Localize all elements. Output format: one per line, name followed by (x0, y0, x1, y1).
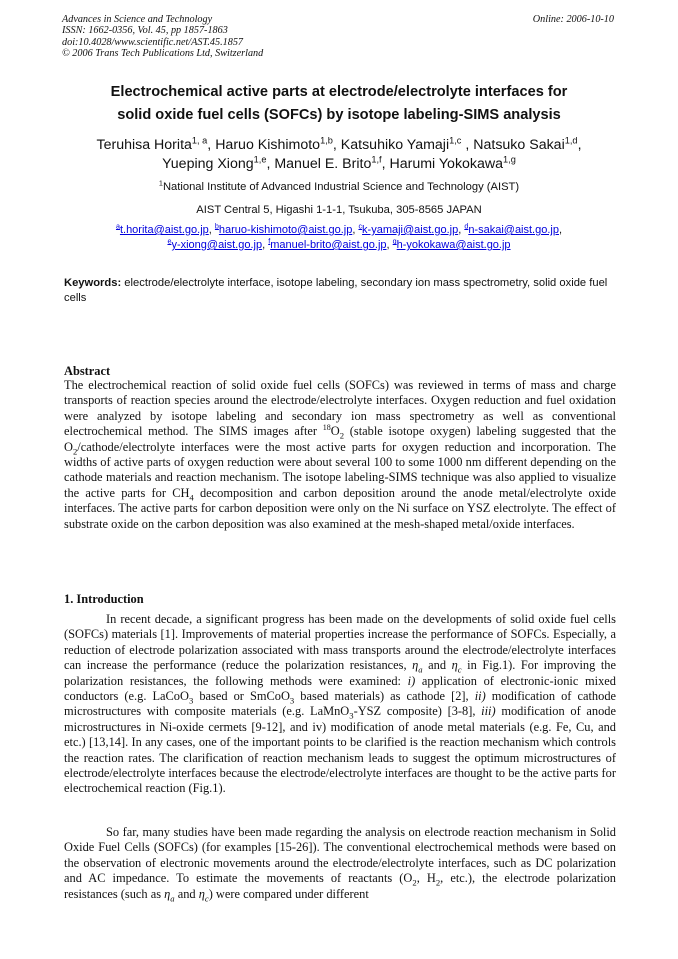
author-line-1 (40, 136, 638, 155)
paragraph-text: modification of cathode microstructures with composite materials (e.g. LaMnO (64, 689, 617, 719)
affiliation-institution: National Institute of Advanced Industrial Science and Technology (AIST) (162, 181, 520, 193)
abstract-text: decomposition and carbon deposition around the anode metal/electrolyte oxide interfaces. The active parts for carbon deposition were only on the Ni surface on YSZ electrolyte. The effect of substrate oxide on the carbon deposition was also examined at the mesh-shaped metal/oxide interfaces. (64, 485, 616, 531)
paragraph-text: application of electronic-ionic mixed conductors (e.g. LaCoO (64, 673, 616, 704)
email-list (40, 223, 638, 253)
author-name: Haruo Kishimoto (215, 137, 321, 153)
paragraph-text: based materials) as cathode [2], (294, 689, 475, 704)
author-affiliation-mark: 1,c (449, 135, 462, 146)
email-mark: f (268, 237, 271, 246)
title-line-1: Electrochemical active parts at electrode/electrolyte interfaces for (110, 84, 568, 100)
journal-header (62, 14, 263, 60)
email-mark: c (358, 222, 363, 231)
keywords-text: electrode/electrolyte interface, isotope labeling, secondary ion mass spectrometry, solid oxide fuel cells (64, 277, 608, 304)
email-line-2 (40, 238, 638, 253)
paragraph-text: based or SmCoO (193, 689, 290, 704)
online-date: Online: 2006-10-10 (532, 14, 614, 25)
subscript: a (418, 664, 423, 675)
email-line-1 (40, 223, 638, 238)
author-separator: , (207, 137, 216, 153)
paragraph-text: and (422, 658, 452, 673)
author-name: Manuel E. Brito (274, 156, 372, 172)
abstract-text: The electrochemical reaction of solid oxide fuel cells (SOFCs) was reviewed in terms of mass and charge transports of reaction species around the electrode/electrolyte interfaces. Oxygen reduction and fuel oxidation were analyzed by isotope labeling and secondary ion mass spectrometry as well as conventional electrochemical method. The SIMS images after (64, 378, 616, 439)
author-line-2 (40, 155, 638, 174)
author-name: Teruhisa Horita (96, 137, 192, 153)
list-marker: ii) (474, 689, 486, 704)
email-link[interactable]: n-sakai@aist.go.jp (468, 224, 559, 236)
author-affiliation-mark: 1,f (371, 154, 382, 165)
subscript: 2 (412, 877, 417, 888)
author-separator: , (266, 156, 275, 172)
email-separator: , (352, 224, 359, 236)
email-separator: , (386, 239, 393, 251)
email-mark: e (167, 237, 172, 246)
affiliation-mark: 1 (158, 178, 163, 188)
email-separator: , (262, 239, 269, 251)
author-affiliation-mark: 1,e (253, 154, 267, 165)
author-separator: , (332, 137, 341, 153)
email-separator: , (208, 224, 215, 236)
affiliation-line-2: AIST Central 5, Higashi 1-1-1, Tsukuba, 305-8565 JAPAN (196, 204, 482, 216)
paragraph-text: and (174, 886, 199, 901)
email-mark: d (464, 222, 469, 231)
author-affiliation-mark: 1,b (320, 135, 333, 146)
paragraph-text: , H (416, 871, 436, 886)
subscript: 2 (339, 430, 345, 441)
subscript: c (204, 893, 209, 904)
email-link[interactable]: t.horita@aist.go.jp (119, 224, 209, 236)
eta-symbol: η (164, 886, 171, 901)
abstract-heading: Abstract (64, 364, 111, 378)
paragraph-text: -YSZ composite) [3-8], (353, 704, 482, 719)
journal-name: Advances in Science and Technology (62, 14, 213, 25)
author-list (40, 136, 638, 174)
subscript: 2 (72, 446, 78, 457)
copyright-line: © 2006 Trans Tech Publications Ltd, Switzerland (62, 48, 264, 60)
author-affiliation-mark: 1, a (191, 135, 208, 146)
subscript: 3 (349, 710, 354, 721)
title-line-2: solid oxide fuel cells (SOFCs) by isotope labeling-SIMS analysis (117, 107, 561, 123)
paragraph-text: ) were compared under different (208, 886, 369, 901)
abstract-text: (stable isotope oxygen) labeling suggested that the O (64, 424, 616, 454)
list-marker: iii) (481, 704, 496, 719)
subscript: 2 (435, 877, 441, 888)
paragraph-text: So far, many studies have been made regarding the analysis on electrode reaction mechanism in Solid Oxide Fuel Cells (SOFCs) (for examples [15-26]). The conventional electrochemical methods were based on the observation of electronic movements around the electrode/electrolyte interfaces, such as DC polarization and AC impedance. To estimate the movements of reactants (O (64, 825, 616, 886)
email-link[interactable]: y-xiong@aist.go.jp (171, 239, 263, 251)
subscript: 3 (289, 695, 295, 706)
email-link[interactable]: manuel-brito@aist.go.jp (270, 239, 387, 251)
keywords-label: Keywords: (64, 277, 122, 289)
doi-line: doi:10.4028/www.scientific.net/AST.45.1857 (62, 36, 244, 48)
abstract-text: /cathode/electrolyte interfaces were the most active parts for oxygen reduction and incorporation. The widths of active parts of oxygen reduction were about several 100 to some 1000 nm different depending on the cathode materials and reaction mechanism. The isotope labeling-SIMS technique was also applied to visualize the active parts for CH (64, 439, 616, 500)
subscript: 4 (189, 492, 194, 503)
email-link[interactable]: k-yamaji@aist.go.jp (362, 224, 459, 236)
eta-symbol: η (451, 658, 458, 673)
eta-symbol: η (198, 886, 205, 901)
email-mark: b (214, 222, 219, 231)
issn-line: ISSN: 1662-0356, Vol. 45, pp 1857-1863 (62, 25, 228, 37)
intro-paragraph-2 (64, 825, 616, 902)
subscript: c (457, 664, 462, 675)
email-link[interactable]: haruo-kishimoto@aist.go.jp (218, 224, 353, 236)
paragraph-text: , etc.), the electrode polarization resistances (such as (64, 871, 616, 901)
paragraph-text: in Fig.1). For improving the polarization resistances, the following methods were examined: (64, 658, 616, 688)
email-link[interactable]: h-yokokawa@aist.go.jp (396, 239, 511, 251)
intro-paragraph-1 (64, 612, 616, 797)
author-affiliation-mark: 1,d (564, 135, 578, 146)
list-marker: i) (407, 673, 416, 688)
isotope-superscript: 18 (322, 423, 331, 433)
paragraph-text: In recent decade, a significant progress has been made on the developments of solid oxide fuel cells (SOFCs) materials [1]. Improvements of material properties increase the performance of SOFCs. Especially, a reduction of electrode polarization associated with mass transports around the electrode/electrolyte interfaces can increase the performance (reduce the polarization resistances, (64, 612, 616, 673)
email-separator: , (458, 224, 465, 236)
author-separator: , (381, 156, 390, 172)
section-heading-introduction: 1. Introduction (64, 592, 144, 606)
author-name: Yueping Xiong (162, 156, 254, 172)
author-separator: , (577, 137, 582, 153)
email-mark: g (392, 237, 397, 246)
affiliation-line-1 (40, 180, 638, 194)
author-affiliation-mark: 1,g (503, 154, 516, 165)
subscript: a (170, 893, 175, 904)
eta-symbol: η (412, 658, 419, 673)
email-mark: a (115, 222, 120, 231)
author-name: Natsuko Sakai (473, 137, 565, 153)
email-separator: , (558, 224, 563, 236)
keywords (64, 276, 616, 305)
author-name: Katsuhiko Yamaji (340, 137, 450, 153)
abstract-body (64, 378, 616, 532)
subscript: 3 (188, 695, 194, 706)
abstract-text: O (330, 424, 340, 439)
paragraph-text: modification of anode microstructures in Ni-oxide cermets [9-12], and iv) modification of anode metal materials (e.g. Fe, Cu, and etc.) [13,14]. In any cases, one of the important points to be clarified is the reaction mechanism which controls the reaction rates. The clarification of reaction mechanism leads to suggest the optimum microstructures of electrode/electrolyte interfaces because the electrode/electrolyte interfaces are thought to be the active parts for electrochemical reaction (Fig.1). (64, 704, 616, 796)
author-separator: , (461, 137, 474, 153)
paper-title (40, 81, 638, 127)
author-name: Harumi Yokokawa (389, 156, 504, 172)
